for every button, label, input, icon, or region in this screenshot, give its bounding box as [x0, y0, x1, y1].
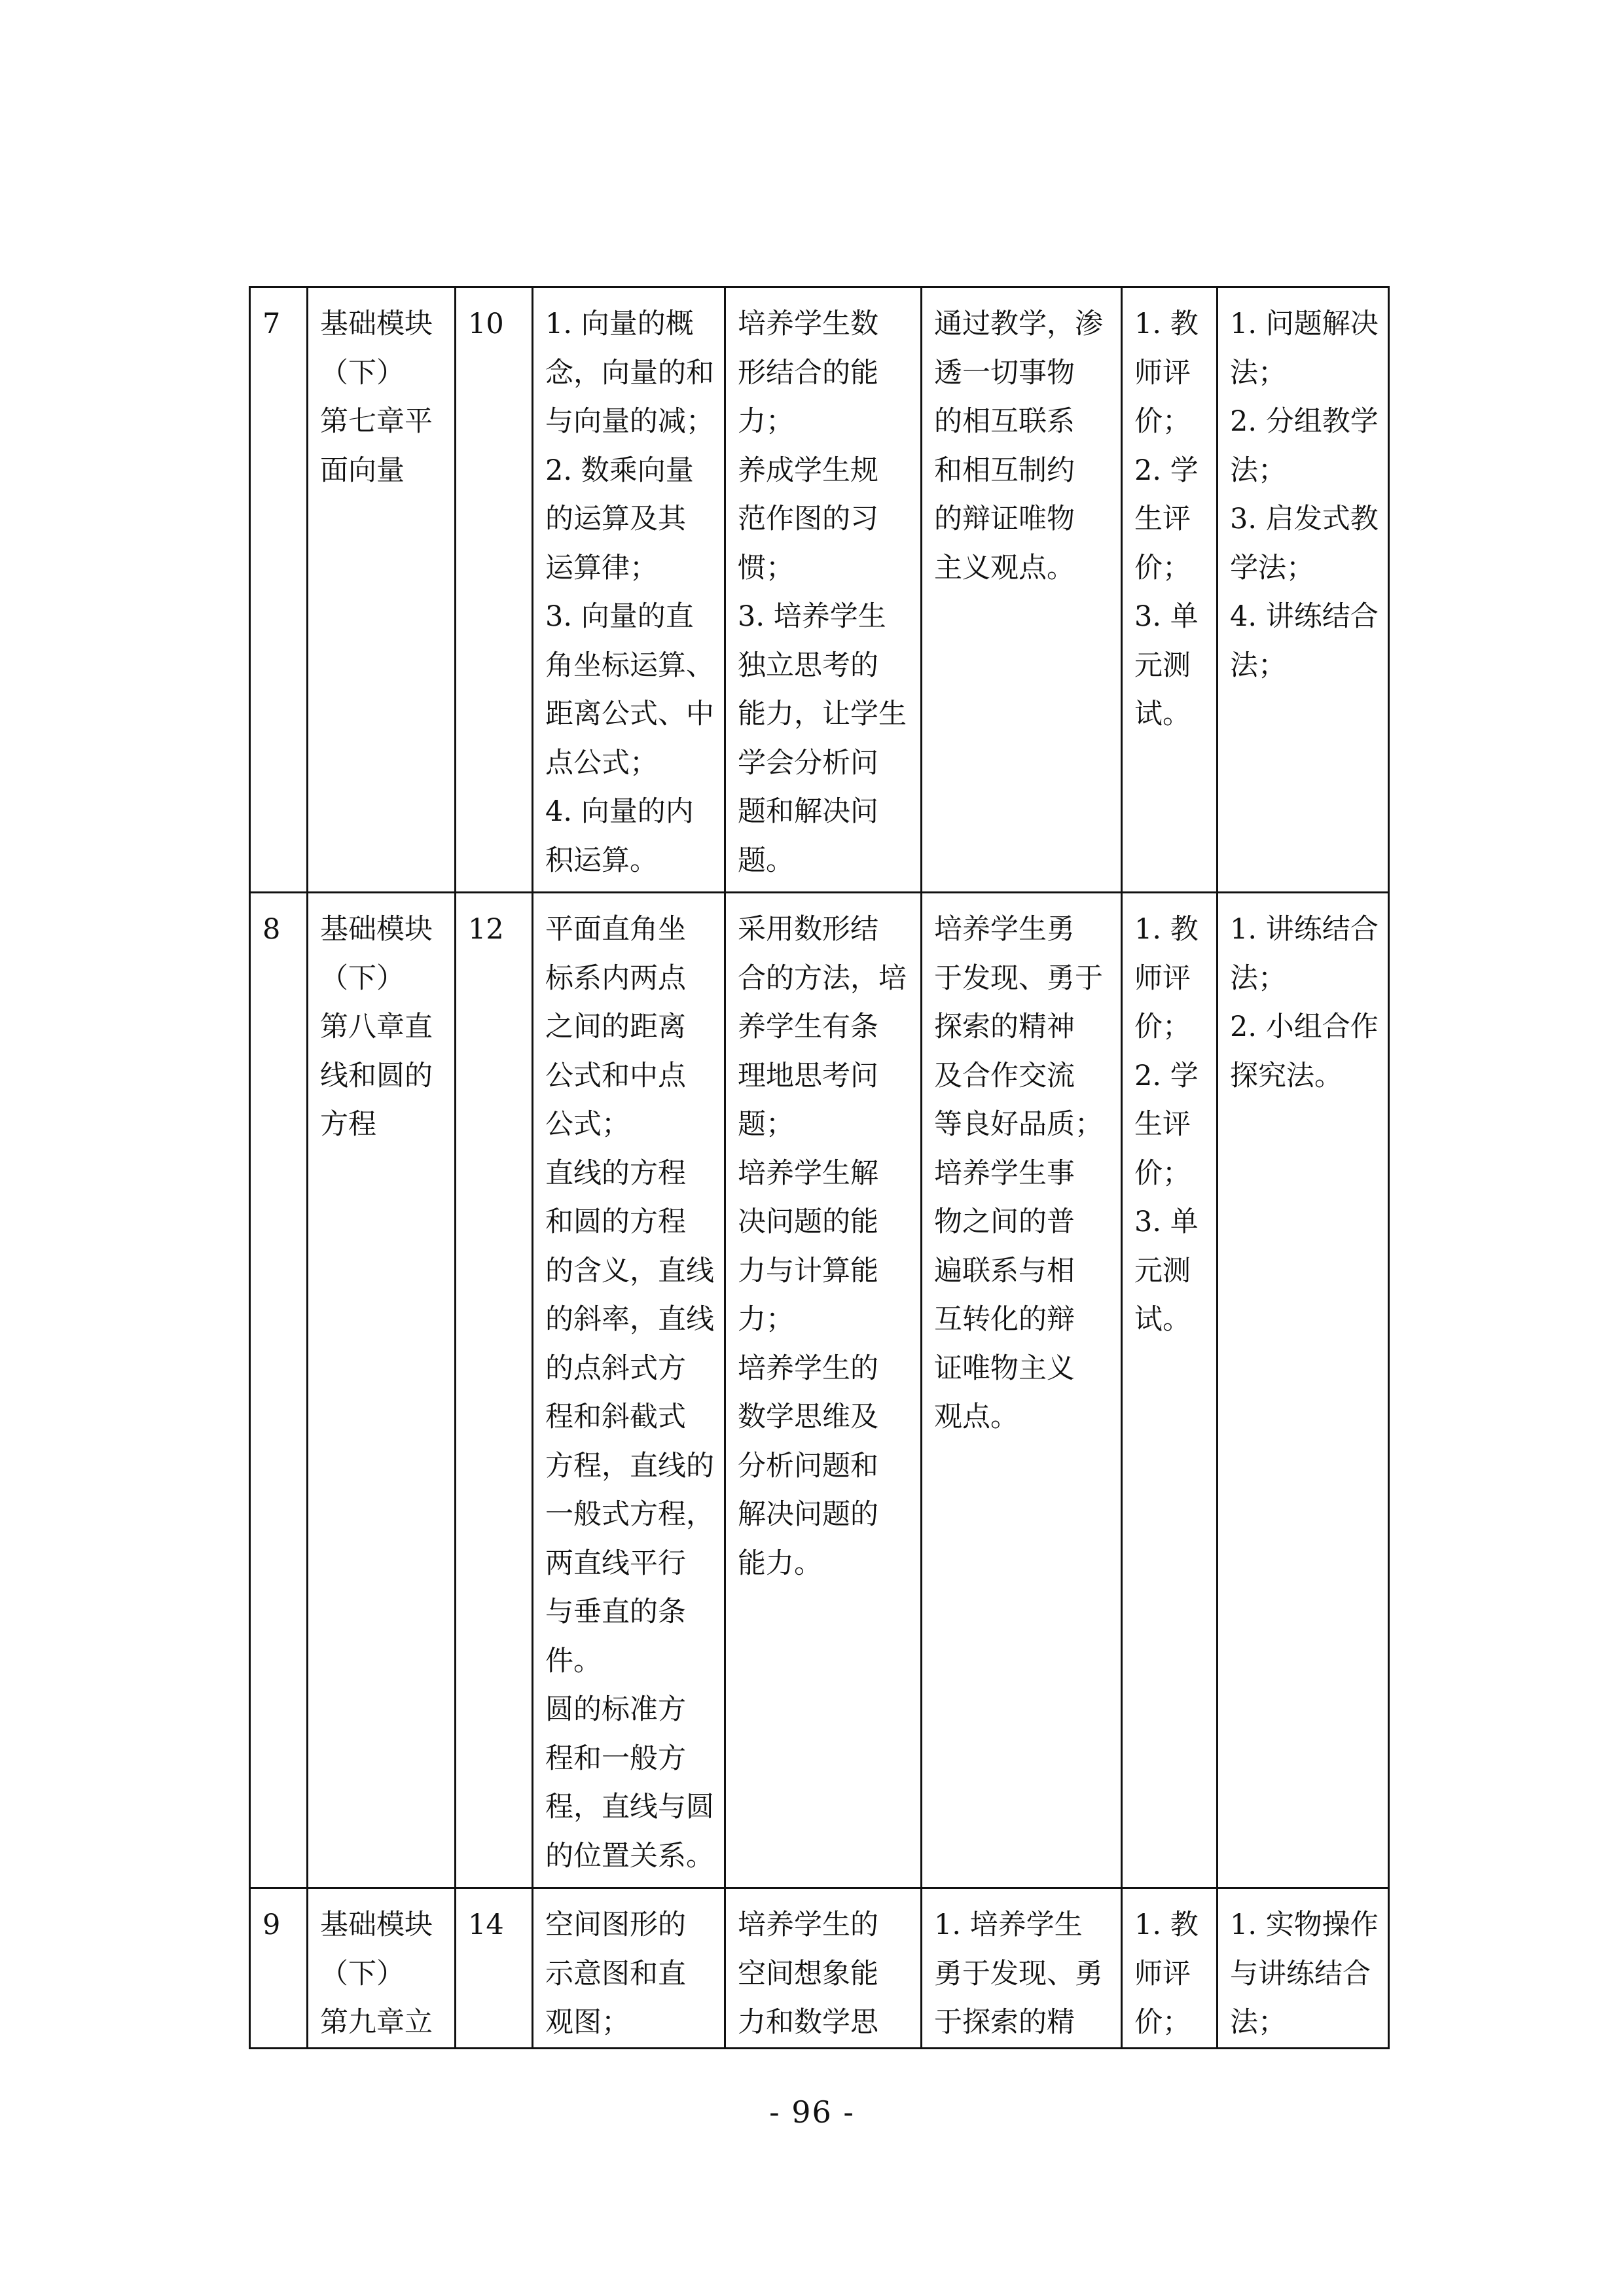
ability-goal-cell	[725, 893, 922, 1888]
cell-text: 12	[468, 913, 504, 946]
cell-line: 合的方法，培	[738, 961, 907, 995]
cell-line: 的点斜式方	[545, 1352, 686, 1385]
cell-line: 证唯物主义	[934, 1352, 1075, 1385]
cell-line: 2. 分组教学	[1230, 405, 1379, 438]
cell-line: 通过教学，渗	[934, 308, 1103, 340]
cell-line: 第八章直	[320, 1011, 433, 1043]
cell-line: 2. 数乘向量	[545, 454, 694, 487]
cell-line: 力；	[738, 405, 794, 438]
cell-line: 勇于发现、勇	[934, 1957, 1103, 1990]
cell-line: 培养学生勇	[934, 913, 1075, 946]
cell-line: 范作图的习	[738, 503, 878, 535]
cell-line: 生评	[1134, 1108, 1191, 1141]
cell-line: 的斜率，直线	[545, 1303, 714, 1336]
cell-line: 价；	[1134, 1011, 1191, 1043]
cell-line: 的相互联系	[934, 405, 1075, 438]
cell-line: 直线的方程	[545, 1157, 686, 1190]
cell-line: 探究法。	[1230, 1059, 1343, 1092]
cell-line: 与向量的减；	[545, 405, 714, 438]
cell-line: 1. 教	[1134, 913, 1199, 946]
cell-line: 于探索的精	[934, 2006, 1075, 2039]
cell-line: 念，向量的和	[545, 356, 714, 389]
table-row	[250, 287, 1389, 893]
moral-goal-cell	[922, 287, 1122, 893]
cell-text: 9	[262, 1909, 281, 1941]
cell-line: 2. 学	[1134, 1059, 1199, 1092]
cell-line: 1. 实物操作	[1230, 1909, 1379, 1941]
cell-line: 分析问题和	[738, 1449, 878, 1482]
cell-line: 培养学生数	[738, 308, 878, 340]
cell-line: （下）	[320, 356, 405, 389]
cell-line: 件。	[545, 1644, 602, 1677]
ability-goal-cell	[725, 287, 922, 893]
cell-line: 探索的精神	[934, 1011, 1075, 1043]
hours-cell	[456, 1888, 533, 2049]
cell-line: 价；	[1134, 2006, 1191, 2039]
cell-line: 师评	[1134, 1957, 1191, 1990]
cell-line: 与讲练结合	[1230, 1957, 1371, 1990]
cell-line: （下）	[320, 1957, 405, 1990]
method-cell	[1218, 287, 1389, 893]
cell-line: 基础模块	[320, 913, 433, 946]
cell-line: 养学生有条	[738, 1011, 878, 1043]
cell-line: 互转化的辩	[934, 1303, 1075, 1336]
cell-line: 基础模块	[320, 1909, 433, 1941]
page-number: - 96 -	[769, 2094, 855, 2130]
evaluation-cell	[1122, 1888, 1218, 2049]
cell-line: 与垂直的条	[545, 1596, 686, 1628]
cell-line: 3. 单	[1134, 1206, 1199, 1238]
table-row	[250, 1888, 1389, 2049]
evaluation-cell	[1122, 893, 1218, 1888]
row-number-cell	[250, 1888, 308, 2049]
cell-text: 8	[262, 913, 281, 946]
cell-line: 培养学生的	[738, 1352, 878, 1385]
cell-line: 平面直角坐	[545, 913, 686, 946]
cell-line: 力；	[738, 1303, 794, 1336]
cell-line: 距离公式、中	[545, 698, 714, 730]
cell-line: 1. 讲练结合	[1230, 913, 1379, 946]
cell-line: 观点。	[934, 1401, 1019, 1433]
cell-line: 2. 学	[1134, 454, 1199, 487]
cell-line: 价；	[1134, 1157, 1191, 1190]
cell-line: 公式和中点	[545, 1059, 686, 1092]
cell-line: 价；	[1134, 551, 1191, 584]
cell-line: 圆的标准方	[545, 1693, 686, 1726]
cell-line: 程和斜截式	[545, 1401, 686, 1433]
cell-line: 于发现、勇于	[934, 961, 1103, 995]
chapter-cell	[308, 1888, 456, 2049]
cell-line: 独立思考的	[738, 649, 878, 682]
cell-line: 养成学生规	[738, 454, 878, 487]
content-cell	[533, 1888, 725, 2049]
hours-cell	[456, 893, 533, 1888]
cell-line: 线和圆的	[320, 1059, 433, 1092]
table-row	[250, 893, 1389, 1888]
ability-goal-cell	[725, 1888, 922, 2049]
cell-line: 师评	[1134, 356, 1191, 389]
cell-line: 学会分析问	[738, 746, 878, 780]
cell-line: 师评	[1134, 961, 1191, 995]
cell-line: 公式；	[545, 1108, 630, 1141]
row-number-cell	[250, 287, 308, 893]
cell-line: 和相互制约	[934, 454, 1075, 487]
cell-line: 学法；	[1230, 551, 1314, 584]
cell-line: 第九章立	[320, 2006, 433, 2039]
cell-line: 物之间的普	[934, 1206, 1075, 1238]
cell-line: 采用数形结	[738, 913, 878, 946]
cell-line: 标系内两点	[545, 961, 686, 995]
cell-line: 理地思考问	[738, 1059, 878, 1092]
cell-line: 程和一般方	[545, 1742, 686, 1775]
cell-line: 面向量	[320, 454, 405, 487]
table-body	[250, 287, 1389, 2049]
method-cell	[1218, 1888, 1389, 2049]
content-cell	[533, 287, 725, 893]
cell-line: 题。	[738, 844, 794, 877]
cell-line: （下）	[320, 961, 405, 995]
cell-line: 能力。	[738, 1547, 822, 1580]
cell-line: 两直线平行	[545, 1547, 686, 1580]
cell-line: 运算律；	[545, 551, 658, 584]
cell-line: 培养学生的	[738, 1909, 878, 1941]
cell-line: 惯；	[738, 551, 794, 584]
cell-line: 培养学生事	[934, 1157, 1075, 1190]
cell-line: 空间想象能	[738, 1957, 878, 1990]
cell-line: 题和解决问	[738, 795, 878, 828]
cell-line: 积运算。	[545, 844, 658, 877]
cell-line: 遍联系与相	[934, 1254, 1075, 1287]
cell-line: 法；	[1230, 356, 1286, 389]
cell-line: 法；	[1230, 649, 1286, 682]
cell-line: 培养学生解	[738, 1157, 878, 1190]
cell-line: 试。	[1134, 1303, 1191, 1336]
evaluation-cell	[1122, 287, 1218, 893]
cell-line: 力和数学思	[738, 2006, 878, 2039]
cell-line: 角坐标运算、	[545, 649, 714, 682]
cell-text: 7	[262, 308, 281, 340]
moral-goal-cell	[922, 1888, 1122, 2049]
cell-line: 价；	[1134, 405, 1191, 438]
cell-line: 法；	[1230, 2006, 1286, 2039]
cell-line: 观图；	[545, 2006, 630, 2039]
hours-cell	[456, 287, 533, 893]
cell-line: 的含义，直线	[545, 1254, 714, 1287]
cell-line: 元测	[1134, 1254, 1191, 1287]
cell-text: 14	[468, 1909, 504, 1941]
cell-line: 第七章平	[320, 405, 433, 438]
cell-line: 空间图形的	[545, 1909, 686, 1941]
cell-line: 1. 向量的概	[545, 308, 694, 340]
cell-line: 之间的距离	[545, 1011, 686, 1043]
cell-line: 基础模块	[320, 308, 433, 340]
cell-line: 力与计算能	[738, 1254, 878, 1287]
cell-line: 3. 单	[1134, 600, 1199, 633]
moral-goal-cell	[922, 893, 1122, 1888]
cell-line: 2. 小组合作	[1230, 1011, 1379, 1043]
cell-line: 法；	[1230, 454, 1286, 487]
cell-line: 4. 向量的内	[545, 795, 694, 828]
cell-line: 能力，让学生	[738, 698, 907, 730]
content-cell	[533, 893, 725, 1888]
cell-line: 解决问题的	[738, 1498, 878, 1531]
cell-line: 透一切事物	[934, 356, 1075, 389]
cell-line: 程，直线与圆	[545, 1791, 714, 1823]
cell-line: 及合作交流	[934, 1059, 1075, 1092]
cell-line: 1. 问题解决	[1230, 308, 1379, 340]
cell-line: 示意图和直	[545, 1957, 686, 1990]
cell-line: 1. 培养学生	[934, 1909, 1083, 1941]
cell-line: 3. 向量的直	[545, 600, 694, 633]
cell-line: 的位置关系。	[545, 1839, 714, 1873]
chapter-cell	[308, 287, 456, 893]
cell-line: 等良好品质；	[934, 1108, 1103, 1141]
cell-line: 试。	[1134, 698, 1191, 730]
syllabus-table	[249, 286, 1390, 2049]
cell-line: 元测	[1134, 649, 1191, 682]
cell-line: 决问题的能	[738, 1206, 878, 1238]
chapter-cell	[308, 893, 456, 1888]
cell-line: 形结合的能	[738, 356, 878, 389]
cell-line: 一般式方程，	[545, 1498, 714, 1531]
row-number-cell	[250, 893, 308, 1888]
cell-line: 生评	[1134, 503, 1191, 535]
cell-line: 的辩证唯物	[934, 503, 1075, 535]
cell-line: 和圆的方程	[545, 1206, 686, 1238]
cell-line: 3. 启发式教	[1230, 503, 1379, 535]
cell-line: 题；	[738, 1108, 794, 1141]
cell-line: 4. 讲练结合	[1230, 600, 1379, 633]
cell-line: 1. 教	[1134, 308, 1199, 340]
cell-line: 3. 培养学生	[738, 600, 886, 633]
cell-text: 10	[468, 308, 504, 340]
cell-line: 点公式；	[545, 746, 658, 780]
cell-line: 方程	[320, 1108, 376, 1141]
cell-line: 法；	[1230, 961, 1286, 995]
cell-line: 数学思维及	[738, 1401, 878, 1433]
method-cell	[1218, 893, 1389, 1888]
cell-line: 方程，直线的	[545, 1449, 714, 1482]
cell-line: 的运算及其	[545, 503, 686, 535]
cell-line: 1. 教	[1134, 1909, 1199, 1941]
cell-line: 主义观点。	[934, 551, 1075, 584]
